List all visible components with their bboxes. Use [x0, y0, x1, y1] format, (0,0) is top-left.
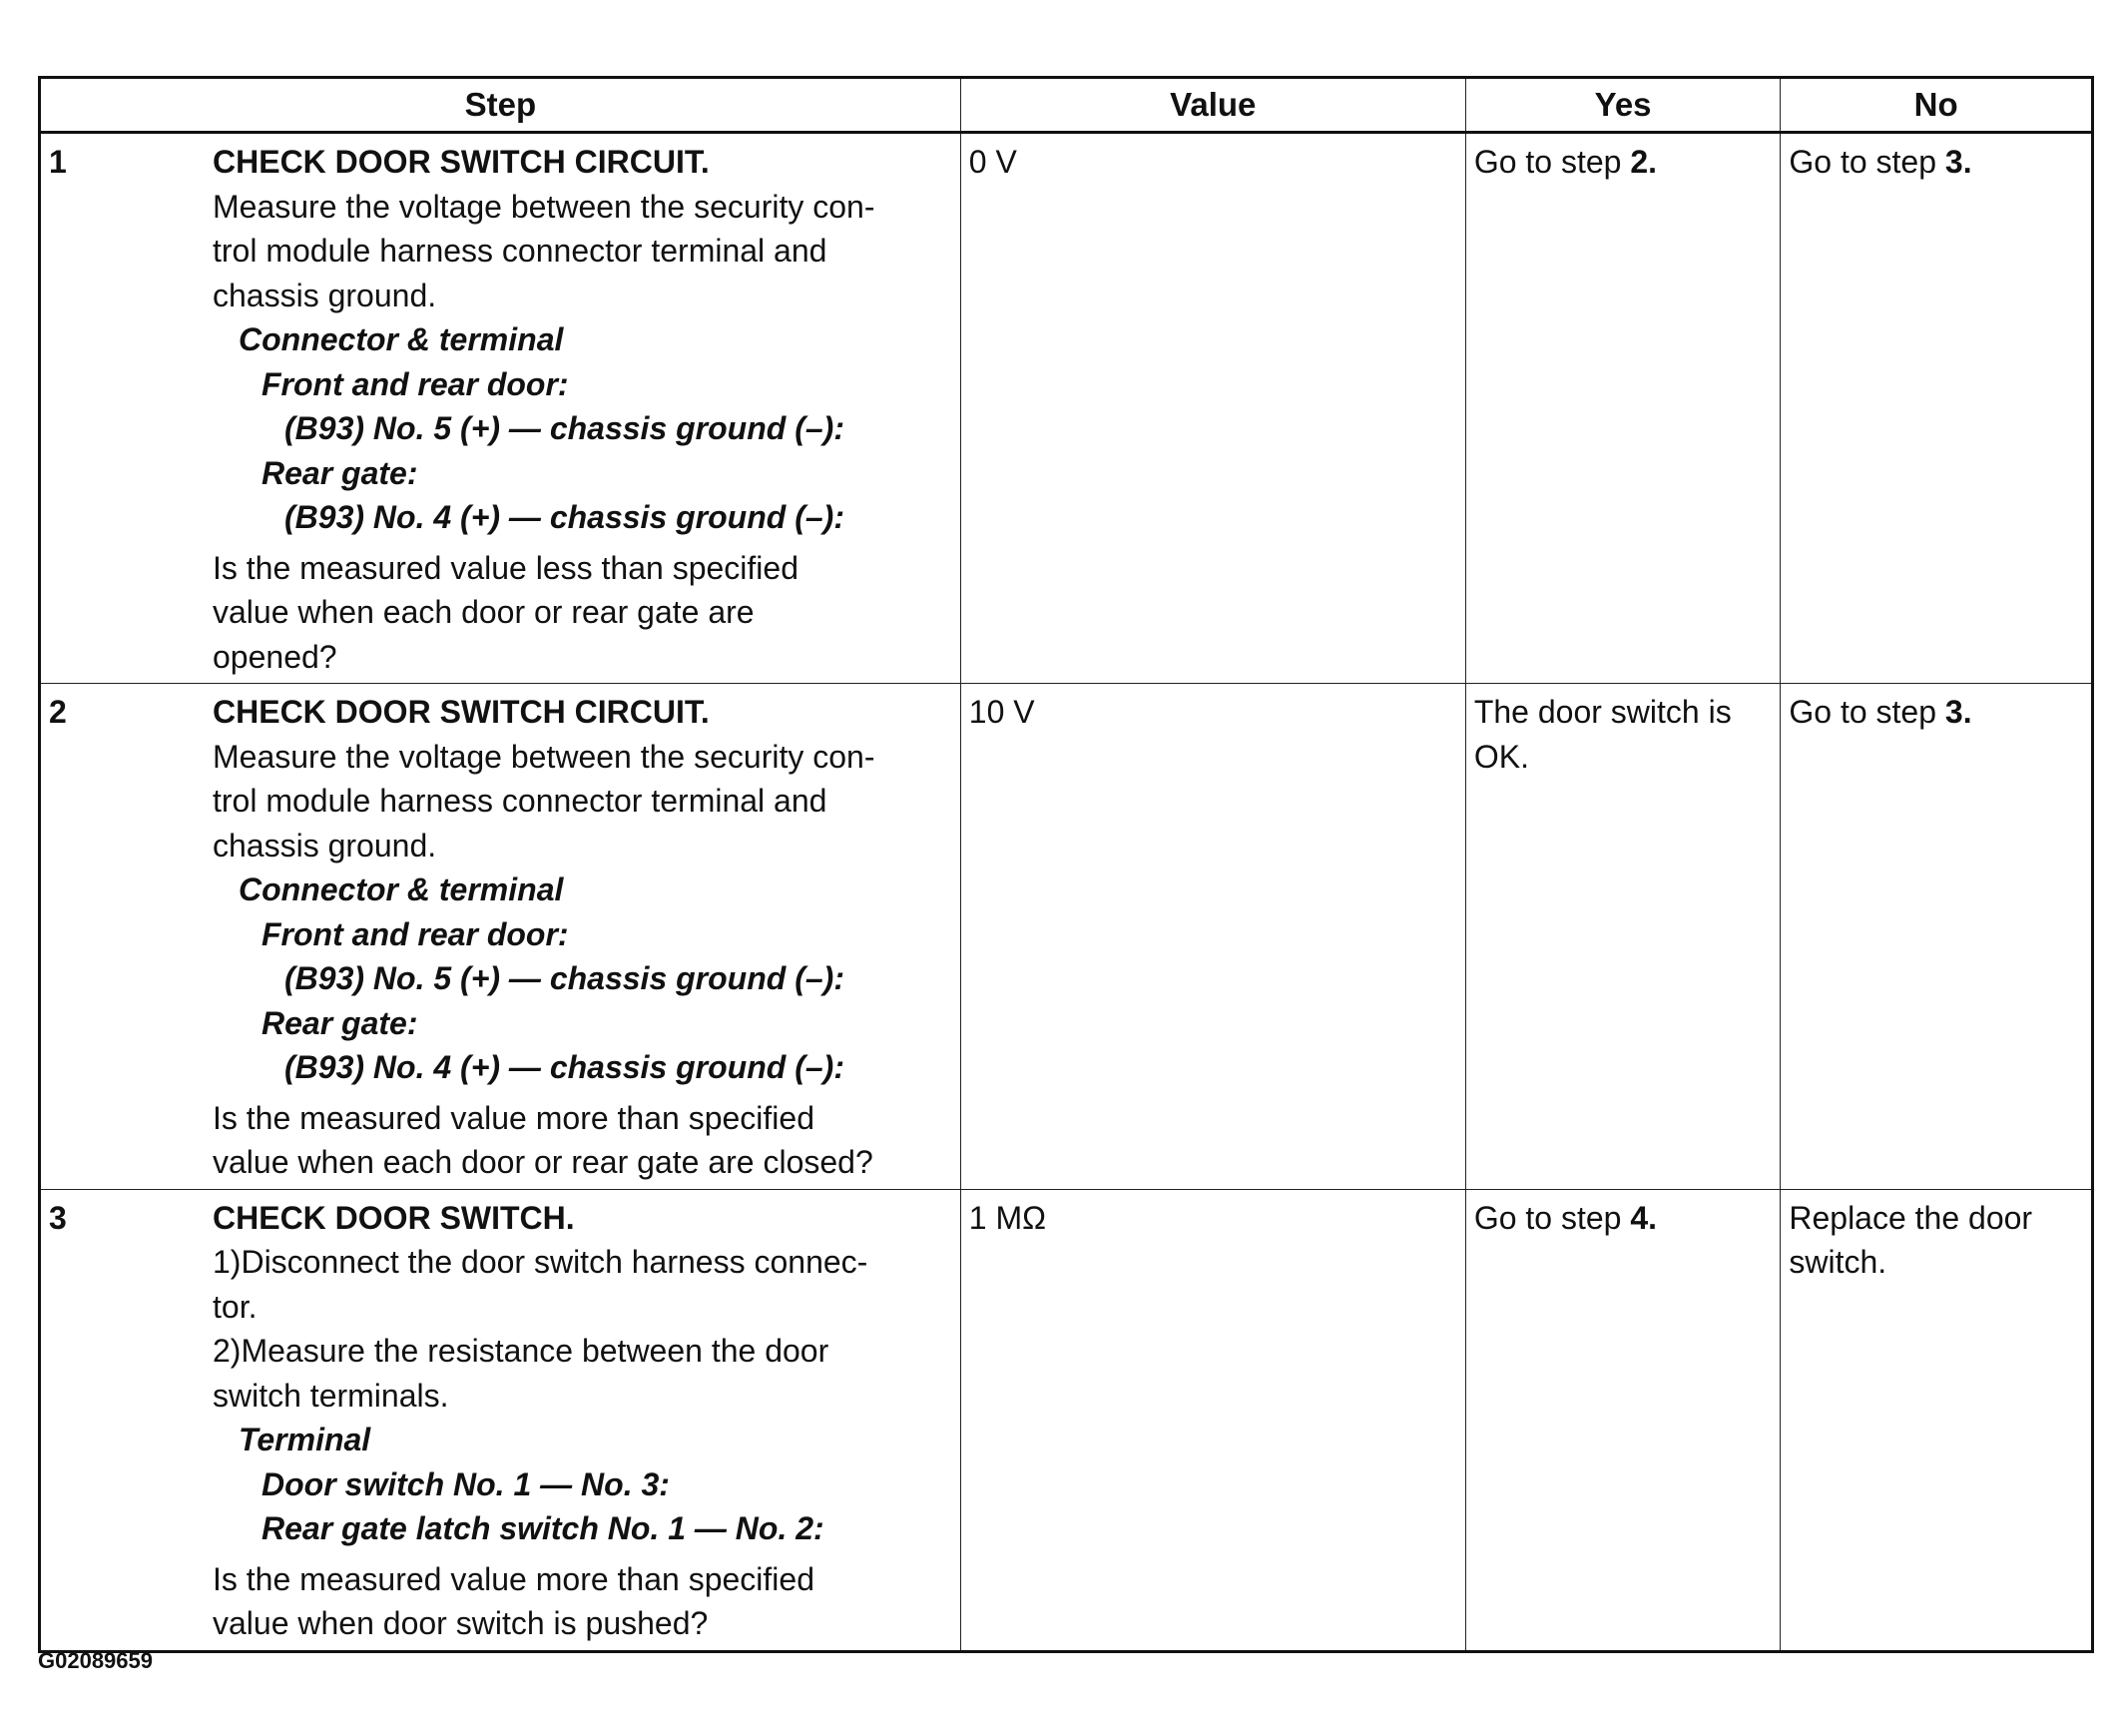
figure-id: G02089659 [38, 1648, 153, 1673]
step-text-line: switch terminals. [213, 1377, 449, 1414]
spec-heading: Connector & terminal [239, 871, 564, 907]
spec-detail: (B93) No. 4 (+) — chassis ground (–): [284, 499, 844, 535]
spec-detail: (B93) No. 5 (+) — chassis ground (–): [284, 960, 844, 996]
spec-label: Door switch No. 1 — No. 3: [262, 1465, 670, 1502]
step-text-line: trol module harness connector terminal and [213, 783, 827, 819]
step-cell [40, 1189, 961, 1651]
yes-cell [1465, 1189, 1781, 1651]
step-number: 3 [49, 1199, 67, 1236]
spec-label: Front and rear door: [262, 915, 569, 952]
step-number: 1 [49, 144, 67, 180]
spec-label: Front and rear door: [262, 365, 569, 402]
header-no: No [1781, 78, 2093, 133]
yes-step: 2. [1630, 144, 1658, 180]
yes-text: The door switch is OK. [1473, 694, 1732, 775]
step-cell [40, 133, 961, 684]
step-number: 2 [49, 694, 67, 730]
no-text: Go to step [1789, 694, 1936, 730]
yes-text: Go to step [1473, 144, 1622, 180]
question-line: value when each door or rear gate are [213, 594, 755, 630]
yes-cell [1465, 133, 1781, 684]
step-text-line: tor. [213, 1288, 258, 1325]
header-row [40, 78, 2093, 133]
step-text-line: 2)Measure the resistance between the door [213, 1333, 829, 1369]
value-cell: 0 V [960, 133, 1465, 684]
step-text-line: Measure the voltage between the security con- [213, 738, 875, 775]
no-step: 3. [1944, 144, 1972, 180]
question-line: opened? [213, 638, 337, 675]
step-text-line: Measure the voltage between the security con- [213, 188, 875, 225]
yes-cell [1465, 684, 1781, 1190]
value-cell: 10 V [960, 684, 1465, 1190]
step-text-line: trol module harness connector terminal and [213, 233, 827, 269]
question-line: Is the measured value less than specified [213, 549, 798, 586]
header-step: Step [40, 78, 961, 133]
question-line: value when door switch is pushed? [213, 1605, 709, 1641]
question-line: value when each door or rear gate are closed? [213, 1144, 873, 1180]
question-line: Is the measured value more than specified [213, 1560, 814, 1597]
step-title: CHECK DOOR SWITCH. [213, 1199, 575, 1236]
no-step: 3. [1944, 694, 1972, 730]
step-text-line: chassis ground. [213, 277, 437, 313]
table-row [40, 133, 2093, 684]
no-text: Replace the door switch. [1789, 1199, 2033, 1280]
step-cell [40, 684, 961, 1190]
value-cell: 1 MΩ [960, 1189, 1465, 1651]
spec-detail: (B93) No. 5 (+) — chassis ground (–): [284, 410, 844, 446]
spec-detail: (B93) No. 4 (+) — chassis ground (–): [284, 1049, 844, 1085]
spec-label: Rear gate: [262, 1004, 418, 1041]
spec-label: Rear gate: [262, 454, 418, 491]
step-title: CHECK DOOR SWITCH CIRCUIT. [213, 144, 710, 180]
header-value: Value [960, 78, 1465, 133]
no-text: Go to step [1789, 144, 1936, 180]
no-cell [1781, 1189, 2093, 1651]
yes-text: Go to step [1473, 1199, 1622, 1236]
no-cell [1781, 684, 2093, 1190]
yes-step: 4. [1630, 1199, 1658, 1236]
spec-heading: Terminal [239, 1422, 371, 1457]
step-title: CHECK DOOR SWITCH CIRCUIT. [213, 694, 710, 730]
spec-heading: Connector & terminal [239, 321, 564, 357]
table-row [40, 684, 2093, 1190]
header-yes: Yes [1465, 78, 1781, 133]
diagnostic-table [38, 76, 2094, 1653]
no-cell [1781, 133, 2093, 684]
step-text-line: 1)Disconnect the door switch harness connec- [213, 1244, 868, 1280]
table-row [40, 1189, 2093, 1651]
question-line: Is the measured value more than specified [213, 1099, 814, 1136]
step-text-line: chassis ground. [213, 827, 437, 864]
spec-label: Rear gate latch switch No. 1 — No. 2: [262, 1510, 824, 1546]
